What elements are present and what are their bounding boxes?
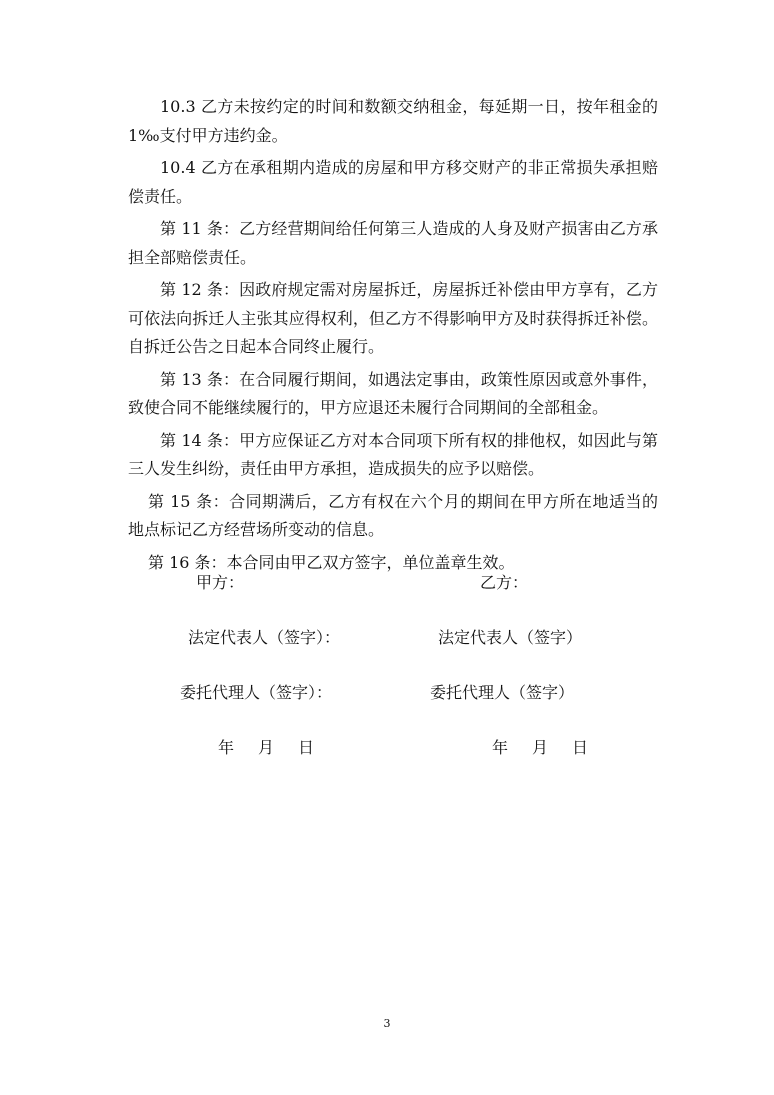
party-b-label: 乙方：	[480, 573, 529, 592]
month-label-a: 月	[258, 738, 275, 757]
agent-a-label: 委托代理人（签字）：	[180, 683, 333, 702]
contract-clauses	[128, 93, 658, 581]
clause-16: 第 16 条：本合同由甲乙双方签字，单位盖章生效。	[148, 552, 515, 572]
month-label-b: 月	[532, 738, 549, 757]
clause-14: 第 14 条：甲方应保证乙方对本合同项下所有权的排他权，如因此与第三人发生纠纷，责任由甲方承担，造成损失的应予以赔偿。	[128, 430, 658, 478]
page-number: 3	[383, 1017, 391, 1030]
year-label-b: 年	[492, 738, 509, 757]
clause-12: 第 12 条：因政府规定需对房屋拆迁，房屋拆迁补偿由甲方享有，乙方可依法向拆迁人主张其应得权利，但乙方不得影响甲方及时获得拆迁补偿。自拆迁公告之日起本合同终止履行。	[128, 280, 658, 356]
date-line-b	[492, 735, 588, 758]
clause-15: 第 15 条：合同期满后，乙方有权在六个月的期间在甲方所在地适当的地点标记乙方经营场所变动的信息。	[128, 491, 658, 539]
clause-13: 第 13 条：在合同履行期间，如遇法定事由，政策性原因或意外事件，致使合同不能继续履行的，甲方应退还未履行合同期间的全部租金。	[128, 369, 658, 417]
agent-b-label: 委托代理人（签字）	[430, 683, 575, 702]
party-a-label: 甲方：	[196, 573, 245, 592]
day-label-b: 日	[572, 738, 589, 757]
year-label-a: 年	[218, 738, 235, 757]
clause-11: 第 11 条：乙方经营期间给任何第三人造成的人身及财产损害由乙方承担全部赔偿责任。	[128, 219, 658, 267]
clause-10-3: 10.3 乙方未按约定的时间和数额交纳租金，每延期一日，按年租金的 1‰支付甲方违约金。	[128, 97, 658, 145]
day-label-a: 日	[298, 738, 315, 757]
clause-10-4: 10.4 乙方在承租期内造成的房屋和甲方移交财产的非正常损失承担赔偿责任。	[128, 158, 658, 206]
legal-rep-b-label: 法定代表人（签字）	[438, 628, 583, 647]
legal-rep-a-label: 法定代表人（签字）：	[188, 628, 341, 647]
date-line-a	[218, 735, 314, 758]
